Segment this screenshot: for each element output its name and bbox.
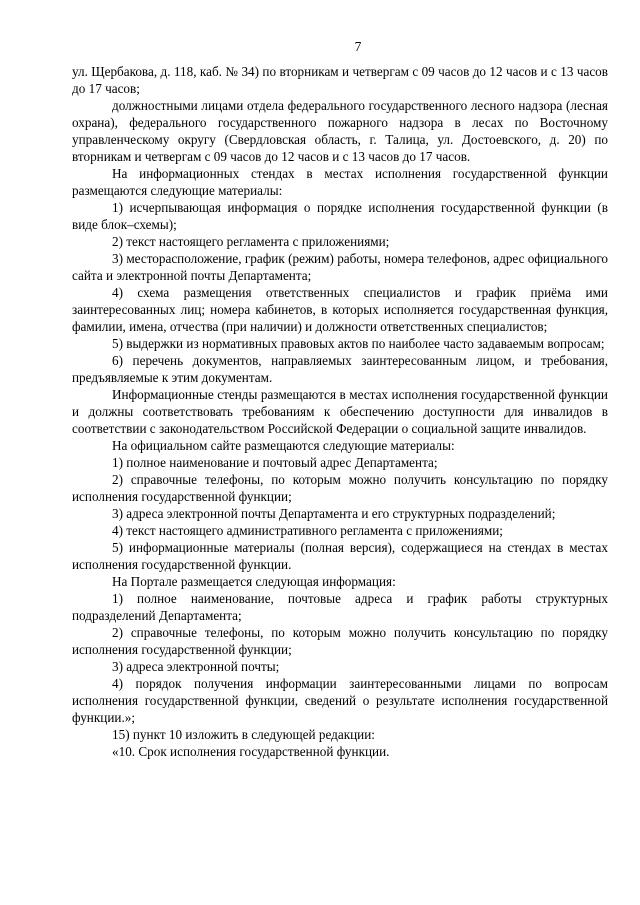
list-item: 5) информационные материалы (полная версия), содержащиеся на стендах в местах исполнения государственной функции.: [72, 540, 608, 572]
list-item: 1) полное наименование, почтовые адреса и график работы структурных подразделений Департамента;: [72, 591, 608, 623]
list-item: 4) схема размещения ответственных специалистов и график приёма ими заинтересованных лиц; номера кабинетов, в которых исполняется государственная функция, фамилии, имена, отчества (при наличии) и должности ответственных специалистов;: [72, 285, 608, 334]
paragraph: На Портале размещается следующая информация:: [112, 574, 396, 589]
list-item: 2) справочные телефоны, по которым можно получить консультацию по порядку исполнения государственной функции;: [72, 625, 608, 657]
paragraph: На официальном сайте размещаются следующие материалы:: [112, 438, 455, 453]
list-item: 5) выдержки из нормативных правовых актов по наиболее часто задаваемым вопросам;: [112, 336, 605, 351]
list-item: 4) порядок получения информации заинтересованными лицами по вопросам исполнения государственной функции, сведений о результате исполнения государственной функции.»;: [72, 676, 608, 725]
page-number: 7: [354, 39, 362, 54]
list-item: 3) месторасположение, график (режим) работы, номера телефонов, адрес официального сайта и электронной почты Департамента;: [72, 251, 608, 283]
paragraph: «10. Срок исполнения государственной функции.: [112, 744, 390, 759]
list-item: 1) исчерпывающая информация о порядке исполнения государственной функции (в виде блок–схемы);: [72, 200, 608, 232]
paragraph: Информационные стенды размещаются в местах исполнения государственной функции и должны соответствовать требованиям к обеспечению доступности для инвалидов в соответствии с законодательством Российской Федерации о социальной защите инвалидов.: [72, 387, 608, 436]
paragraph: 15) пункт 10 изложить в следующей редакции:: [112, 727, 375, 742]
paragraph: ул. Щербакова, д. 118, каб. № 34) по вторникам и четвергам с 09 часов до 12 часов и с 13 часов до 17 часов;: [72, 64, 608, 96]
list-item: 3) адреса электронной почты;: [112, 659, 280, 674]
paragraph: должностными лицами отдела федерального государственного лесного надзора (лесная охрана), федерального государственного пожарного надзора в лесах по Восточному управленческому округу (Свердловская область, г. Талица, ул. Достоевского, д. 20) по вторникам и четвергам с 09 часов до 12 часов и с 13 часов до 17 часов.: [72, 98, 608, 164]
list-item: 3) адреса электронной почты Департамента и его структурных подразделений;: [112, 506, 556, 521]
document-body: [72, 63, 608, 760]
paragraph: На информационных стендах в местах исполнения государственной функции размещаются следующие материалы:: [72, 166, 608, 198]
list-item: 6) перечень документов, направляемых заинтересованным лицом, и требования, предъявляемые к этим документам.: [72, 353, 608, 385]
list-item: 4) текст настоящего административного регламента с приложениями;: [112, 523, 503, 538]
list-item: 2) текст настоящего регламента с приложениями;: [112, 234, 390, 249]
list-item: 1) полное наименование и почтовый адрес Департамента;: [112, 455, 438, 470]
list-item: 2) справочные телефоны, по которым можно получить консультацию по порядку исполнения государственной функции;: [72, 472, 608, 504]
